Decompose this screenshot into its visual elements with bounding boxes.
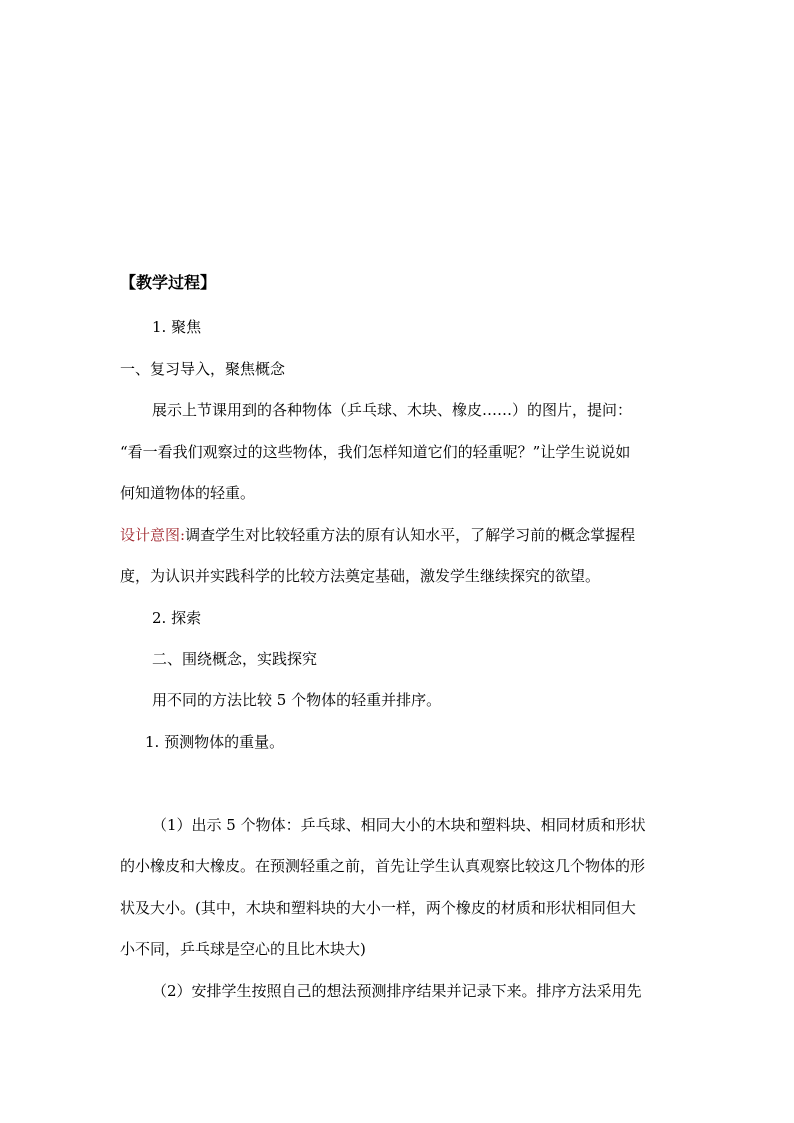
step2-subheading: 二、围绕概念，实践探究 [152,650,318,668]
design-intent-label: 设计意图: [120,526,186,544]
sub2-line-1: （2）安排学生按照自己的想法预测排序结果并记录下来。排序方法采用先 [152,982,642,1000]
sub1-line-3: 状及大小。(其中，木块和塑料块的大小一样，两个橡皮的材质和形状相同但大 [120,899,636,917]
sub1-line-2: 的小橡皮和大橡皮。在预测轻重之前，首先让学生认真观察比较这几个物体的形 [120,857,646,875]
sub1-line-4: 小不同，乒乓球是空心的且比木块大) [120,940,366,958]
step2-label: 2. 探索 [152,609,202,627]
section-title: 【教学过程】 [120,273,217,292]
step1-paragraph-line-1: 展示上节课用到的各种物体（乒乓球、木块、橡皮……）的图片，提问： [152,401,633,419]
step1-label: 1. 聚焦 [152,318,202,336]
step1-paragraph-line-3: 何知道物体的轻重。 [120,484,256,502]
design-intent-text-1: 调查学生对比较轻重方法的原有认知水平，了解学习前的概念掌握程 [185,526,636,544]
sub1-line-1: （1）出示 5 个物体：乒乓球、相同大小的木块和塑料块、相同材质和形状 [152,816,646,834]
design-intent-line-2: 度，为认识并实践科学的比较方法奠定基础，激发学生继续探究的欲望。 [120,567,601,585]
step1-subheading: 一、复习导入，聚焦概念 [120,360,286,378]
design-intent-line-1 [120,525,635,545]
step2-item-1: 1. 预测物体的重量。 [145,733,285,751]
step2-intro: 用不同的方法比较 5 个物体的轻重并排序。 [152,691,442,709]
step1-paragraph-line-2: “看一看我们观察过的这些物体，我们怎样知道它们的轻重呢？”让学生说说如 [120,443,631,461]
